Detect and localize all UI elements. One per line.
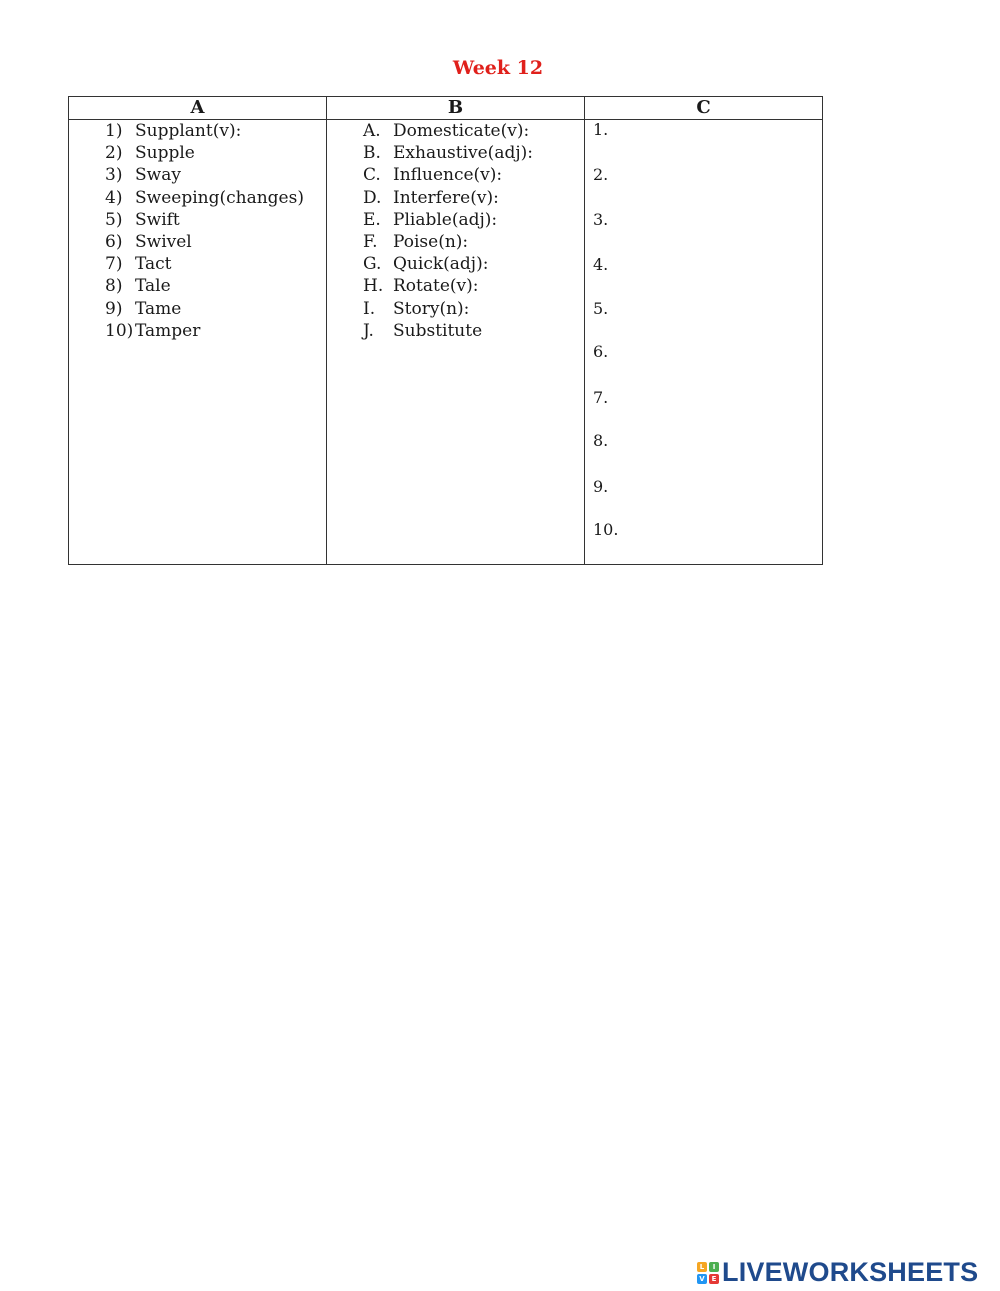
answer-slot[interactable]: 10. (593, 520, 619, 539)
item-word: Story(n): (393, 298, 470, 319)
list-item (105, 142, 304, 164)
column-header-a: A (190, 97, 205, 118)
list-item (105, 275, 304, 297)
list-item (363, 164, 533, 186)
logo-mark-tile: E (709, 1274, 719, 1284)
logo-mark-tile: V (697, 1274, 707, 1284)
column-divider (584, 97, 585, 564)
logo-mark-tile: I (709, 1262, 719, 1272)
list-item (363, 142, 533, 164)
column-divider (326, 97, 327, 564)
item-word: Supplant(v): (135, 121, 242, 141)
item-word: Poise(n): (393, 232, 469, 253)
item-word: Tact (135, 254, 172, 275)
list-item (363, 209, 533, 231)
item-word: Substitute (393, 320, 483, 341)
list-item (363, 253, 533, 275)
list-item (105, 320, 304, 342)
list-item (363, 231, 533, 253)
list-item (105, 187, 304, 209)
item-number: 10) (105, 320, 134, 341)
logo-mark-icon (697, 1262, 719, 1284)
item-letter: A. (363, 121, 381, 141)
answer-slot[interactable]: 2. (593, 165, 609, 184)
answer-slot[interactable]: 1. (593, 120, 609, 139)
item-letter: G. (363, 254, 382, 275)
list-item (363, 120, 533, 142)
answer-slot[interactable]: 5. (593, 299, 609, 318)
logo-text: LIVEWORKSHEETS (722, 1257, 979, 1287)
list-item (363, 298, 533, 320)
list-item (105, 120, 304, 142)
answer-slot[interactable]: 3. (593, 210, 609, 229)
liveworksheets-logo[interactable] (697, 1257, 978, 1288)
list-item (363, 320, 533, 342)
item-word: Tamper (135, 320, 201, 341)
answer-slot[interactable]: 4. (593, 255, 609, 274)
item-number: 5) (105, 209, 123, 230)
list-item (105, 253, 304, 275)
item-word: Rotate(v): (393, 276, 479, 297)
item-number: 9) (105, 298, 123, 319)
item-word: Supple (135, 143, 195, 164)
item-number: 3) (105, 165, 123, 186)
item-letter: I. (363, 298, 376, 319)
item-word: Sweeping(changes) (135, 187, 304, 208)
page-title: Week 12 (452, 57, 544, 79)
column-header-c: C (696, 97, 711, 118)
item-word: Sway (135, 165, 181, 186)
item-letter: J. (363, 320, 374, 341)
item-word: Pliable(adj): (393, 209, 498, 230)
answer-slot[interactable]: 7. (593, 388, 609, 407)
item-letter: E. (363, 209, 381, 230)
matching-table (68, 96, 823, 565)
item-word: Quick(adj): (393, 254, 489, 275)
answer-slot[interactable]: 8. (593, 431, 609, 450)
item-number: 4) (105, 187, 123, 208)
list-item (105, 231, 304, 253)
item-number: 8) (105, 276, 123, 297)
item-word: Swivel (135, 232, 192, 253)
item-word: Interfere(v): (393, 187, 499, 208)
item-letter: H. (363, 276, 384, 297)
item-letter: F. (363, 232, 378, 253)
list-item (105, 298, 304, 320)
item-letter: B. (363, 143, 381, 164)
item-word: Domesticate(v): (393, 121, 530, 141)
item-word: Tame (135, 298, 182, 319)
list-item (105, 164, 304, 186)
answer-slot[interactable]: 6. (593, 342, 609, 361)
logo-mark-tile: L (697, 1262, 707, 1272)
item-number: 7) (105, 254, 123, 275)
item-letter: D. (363, 187, 382, 208)
item-word: Influence(v): (393, 165, 503, 186)
item-number: 6) (105, 232, 123, 253)
item-number: 2) (105, 143, 123, 164)
list-item (363, 275, 533, 297)
answer-slot[interactable]: 9. (593, 477, 609, 496)
list-item (363, 187, 533, 209)
column-a-list (105, 120, 304, 342)
item-word: Swift (135, 209, 180, 230)
column-b-list (363, 120, 533, 342)
column-header-b: B (447, 97, 464, 118)
item-letter: C. (363, 165, 381, 186)
list-item (105, 209, 304, 231)
item-word: Exhaustive(adj): (393, 143, 533, 164)
item-number: 1) (105, 121, 123, 141)
item-word: Tale (135, 276, 171, 297)
